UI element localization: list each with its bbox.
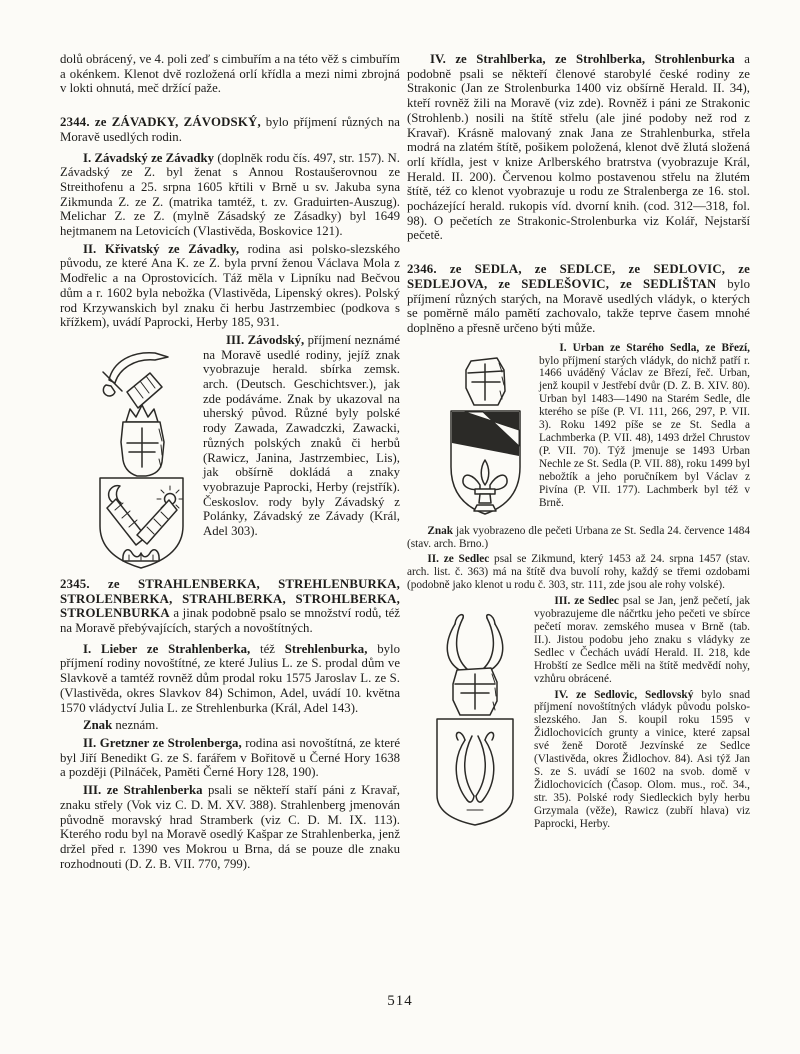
paragraph-gretzner-ii xyxy=(60,736,400,780)
paragraph-text: a podobně psali se někteří členové starobylé české rodiny ze Strakonic (Jan ze Strolenburka 1400 viz obšírně Herald. II. 34), kteří rovněž žili na Moravě (viz zde). Rovněž i páni ze Strakonic (Strohlenb.) nosili na štítě střelu (ale jiné podoby než rod z Kravař). Krásně malovaný znak Jana ze Strahlenburka, střela modrá na zlatém štítě, pošikem položená, klenot dvě žlutá složená orlí křídla, jest v knize Arlberského bratrstva (vyobrazuje Král, Herald. II. 200). Červenou kolmo postavenou střelu na žlutém štítě, též co klenot vyobrazuje u rodu ze Stralenberga ze 16. stol. pocházející herald. rukopis víd. dvorní knih. (cod. 312—318, fol. 98). O pečetích ze Strakonic-Strolenburka viz Kolář, Nejstarší pečetě. xyxy=(407,52,750,243)
paragraph-zavadsky-i xyxy=(60,151,400,239)
paragraph-krivatsky-ii xyxy=(60,242,400,330)
section-intro: a jinak podobně psalo se množství rodů, též na Moravě přebývajících, starých a novoštítných. xyxy=(60,606,400,636)
section-number-title: 2344. ze ZÁVADKY, ZÁVODSKÝ, xyxy=(60,115,261,130)
paragraph-strahlenberka-iii xyxy=(60,783,400,871)
section-heading-2344 xyxy=(60,115,400,144)
paragraph-sedlec-ii xyxy=(407,553,750,592)
entry-lead: I. Závadský ze Závadky xyxy=(83,150,215,165)
paragraph-text: rodina asi polsko-slezského původu, ze které Ana K. ze Z. byla první ženou Václava Mola z Modřelic a na Oprostovicích. Táž měla v Lipníku nad Bečvou dům a r. 1602 byla nebožka (Vlastivěda, Lipenský okres). Polský rod Krzywanskich byl znaku či herbu Jastrzembiec (podkova s křížkem), uvádí Paprocki, Herby 185, 931. xyxy=(60,241,400,330)
entry-lead: Znak xyxy=(83,718,113,733)
entry-lead-alt: Strehlenburka, xyxy=(284,641,368,656)
entry-lead: Znak xyxy=(427,524,454,537)
entry-lead: IV. ze Sedlovic, Sedlovský xyxy=(554,688,694,701)
paragraph-znak-urban xyxy=(407,525,750,551)
paragraph-text: příjmení neznámé na Moravě usedlé rodiny, jejíž znak vyobrazuje herald. sbírka zemsk. arch. (Deutsch. Geschichtsver.), jak zde podáváme. Znak by ukazoval na uherský původ. Různé byly polské rody Zawada, Zawadczki, Zawacki, různých polských znaků či herbů (Rawicz, Janina, Jastrzembiec, Lis), jak obšírně dokládá a znaky vyobrazuje Paprocki, Herby (rejstřík). Českoslov. rody byly Závadský z Polánky, Závadský ze Závady (Král, Adel 303). xyxy=(203,332,400,539)
paragraph-text: bylo příjmení starých vládyk, do nichž patří r. 1466 uváděný Václav ze Březí, řeč. Urban, jenž koupil v Jestřebí dvůr (D. Z. B. XIV. 80). Urban byl 1483—1490 na Starém Sedle, dle kterého se píše (P. VI. 111, 266, 297, P. VII. 3). Roku 1492 píše se ze St. Sedla a Lachmberka (P. VII. 48), 1493 držel Chrustov (P. VII. 70). Týž jmenuje se 1493 Urban Nechle ze St. Sedla (P. VII. 88), roku 1499 byl nebožtík a jeho poručníkem byl Václav z Pivína (P. VII. 177). Lachmberk byl též v Brně. xyxy=(539,354,750,509)
section-heading-2346 xyxy=(407,262,750,336)
paragraph-urban-i xyxy=(407,342,750,510)
paragraph-sedlec-iii xyxy=(407,595,750,685)
entry-lead: II. Gretzner ze Strolenberga, xyxy=(83,735,242,750)
section-number-title: 2346. ze SEDLA, ze SEDLCE, ze SEDLOVIC, ze SEDLEJOVA, ze SEDLEŠOVIC, ze SEDLIŠTAN xyxy=(407,262,750,291)
paragraph-znak-neznam xyxy=(60,718,400,733)
coat-of-arms-urban-illustration xyxy=(447,355,525,521)
section-number-title: 2345. ze STRAHLENBERKA, STREHLENBURKA, STROLENBERKA, STRAHLBERKA, STROHLBERKA, STROLENBURKA xyxy=(60,576,400,621)
paragraph-text: (doplněk rodu čís. 497, str. 157). N. Závadský ze Z. byl ženat s Annou Rostaušerovnou ze Streithofenu a 25. srpna 1605 křtili v Brně u sv. Jakuba syna Zikmunda Z. ze Z. (matrika tamtéž, t. zv. Graduirten-Auszug). Melichar Z. ze Z. (mylně Zásadský ze Zásadky) byl 1649 hejtmanem na Letovicích (Vlastivěda, Boskovice 121). xyxy=(60,150,401,239)
page-number: 514 xyxy=(387,993,413,1009)
paragraph-text: dolů obrácený, ve 4. poli zeď s cimbuřím a na této věž s cimbuřím a okénkem. Klenot dvě rozložená orlí křídla a mezi nimi zbrojná v lokti ohnutá, meč držící paže. xyxy=(60,52,400,96)
entry-lead: I. Urban ze Starého Sedla, ze Březí, xyxy=(559,341,750,354)
entry-lead: III. ze Strahlenberka xyxy=(83,783,203,798)
section-intro: bylo příjmení různých starých, na Moravě usedlých vládyk, o kterých se poměrně málo pamětí zachovalo, takže teprve časem mnohé doplněno a přesně určeno býti může. xyxy=(407,276,750,335)
left-column xyxy=(60,52,400,874)
entry-lead: III. Závodský, xyxy=(226,332,305,347)
paragraph-text: bylo příjmení rodiny novoštítné, ze které Julius L. ze S. prodal dům ve Slavkově a tamtéž rovněž dům prodal roku 1575 Jaroslav L. ze S. (Vlastivěda, okres Slavkov 84) Schimon, Adel, uvádí 10. května 1570 vládyctví Julia L. ze Strehlenburka (Král, Adel 143). xyxy=(60,641,400,715)
entry-lead: II. Křivatský ze Závadky, xyxy=(83,241,240,256)
paragraph-text: psali se někteří staří páni z Kravař, znaku střely (Vok viz C. D. M. XV. 388). Strahlenberg jmenován původně moravský hrad Stramberk (viz C. D. M. IX. 113). Kterého rodu byl na Moravě osedlý Kašpar ze Strahlenberka, jenž držel před r. 1390 ves Mokrou u Brna, dá se pouze dle znaku rozhodnouti (D. Z. B. VII. 770, 799). xyxy=(60,783,400,871)
section-intro: bylo příjmení různých na Moravě usedlých rodin. xyxy=(60,115,400,144)
coat-of-arms-sedlec-illustration xyxy=(431,608,519,828)
paragraph-text: bylo snad příjmení novoštítných vládyk původu polsko-slezského. Jan S. koupil roku 1595 v Židlochovicích grunty a vinice, které zapsal své ženě Dorotě Jezvínské ze Sedlce (Vlastivěda, okres Židlochov. 84). Asi týž Jan S. ze S. uvádí se 1602 na svob. domě v Židlochovicích (Časop. Olom. mus., roč. 34., str. 35). Polské rody Siedleckich byly herbu Grzymala (věže), Rawicz (zubří hlava) viz Paprocki, Herby. xyxy=(534,688,750,830)
entry-lead: I. Lieber ze Strahlenberka, xyxy=(83,641,251,656)
entry-lead: IV. ze Strahlberka, ze Strohlberka, Strohlenburka xyxy=(430,52,735,66)
paragraph-text: rodina asi novoštítná, ze které byl Jiří Benedikt G. ze S. farářem v Bořitově u Černé Hory 1638 a později (Pilnáček, Paměti Černé Hory 128, 190). xyxy=(60,735,401,780)
entry-lead: III. ze Sedlec xyxy=(554,595,619,608)
petit-block xyxy=(407,342,750,831)
paragraph-zavodsky-iii xyxy=(60,333,400,539)
paragraph-text: psal se Jan, jenž pečetí, jak vyobrazujeme dle náčrtku jeho pečeti ve sbírce pečetí morav. zemského musea v Brně (tab. II.). Jistou podobu jeho znaku s vládyky ze Sedlec v Čechách uvádí Herald. II. 218, kde Hrobští ze Sedlce měli na štítě medvědí nohy, vzhůru obrácené. xyxy=(534,595,750,685)
coat-of-arms-zavodsky-illustration xyxy=(93,347,190,573)
right-column xyxy=(407,52,750,874)
sedlec-arms-drawing xyxy=(431,608,519,828)
urban-arms-drawing xyxy=(447,355,525,521)
paragraph-text: jak vyobrazeno dle pečeti Urbana ze St. Sedla 24. července 1484 (stav. arch. Brno.) xyxy=(407,524,750,550)
paragraph-text: psal se Zikmund, který 1453 až 24. srpna 1457 (stav. arch. list. č. 363) má na štítě dva buvolí rohy, každý se třemi ozdobami (podobně jako klenot u rodu č. 303, str. 111, zde jsou ale rohy volské). xyxy=(407,553,750,592)
paragraph-text: neznám. xyxy=(112,718,159,733)
paragraph-lieber-i xyxy=(60,642,400,716)
entry-lead: II. ze Sedlec xyxy=(427,553,490,566)
section-heading-2345 xyxy=(60,577,400,636)
paragraph-text: též xyxy=(250,641,285,656)
paragraph-strahlberka-iv xyxy=(407,52,750,243)
paragraph-continuation xyxy=(60,52,400,96)
zavodsky-arms-drawing xyxy=(93,347,190,573)
